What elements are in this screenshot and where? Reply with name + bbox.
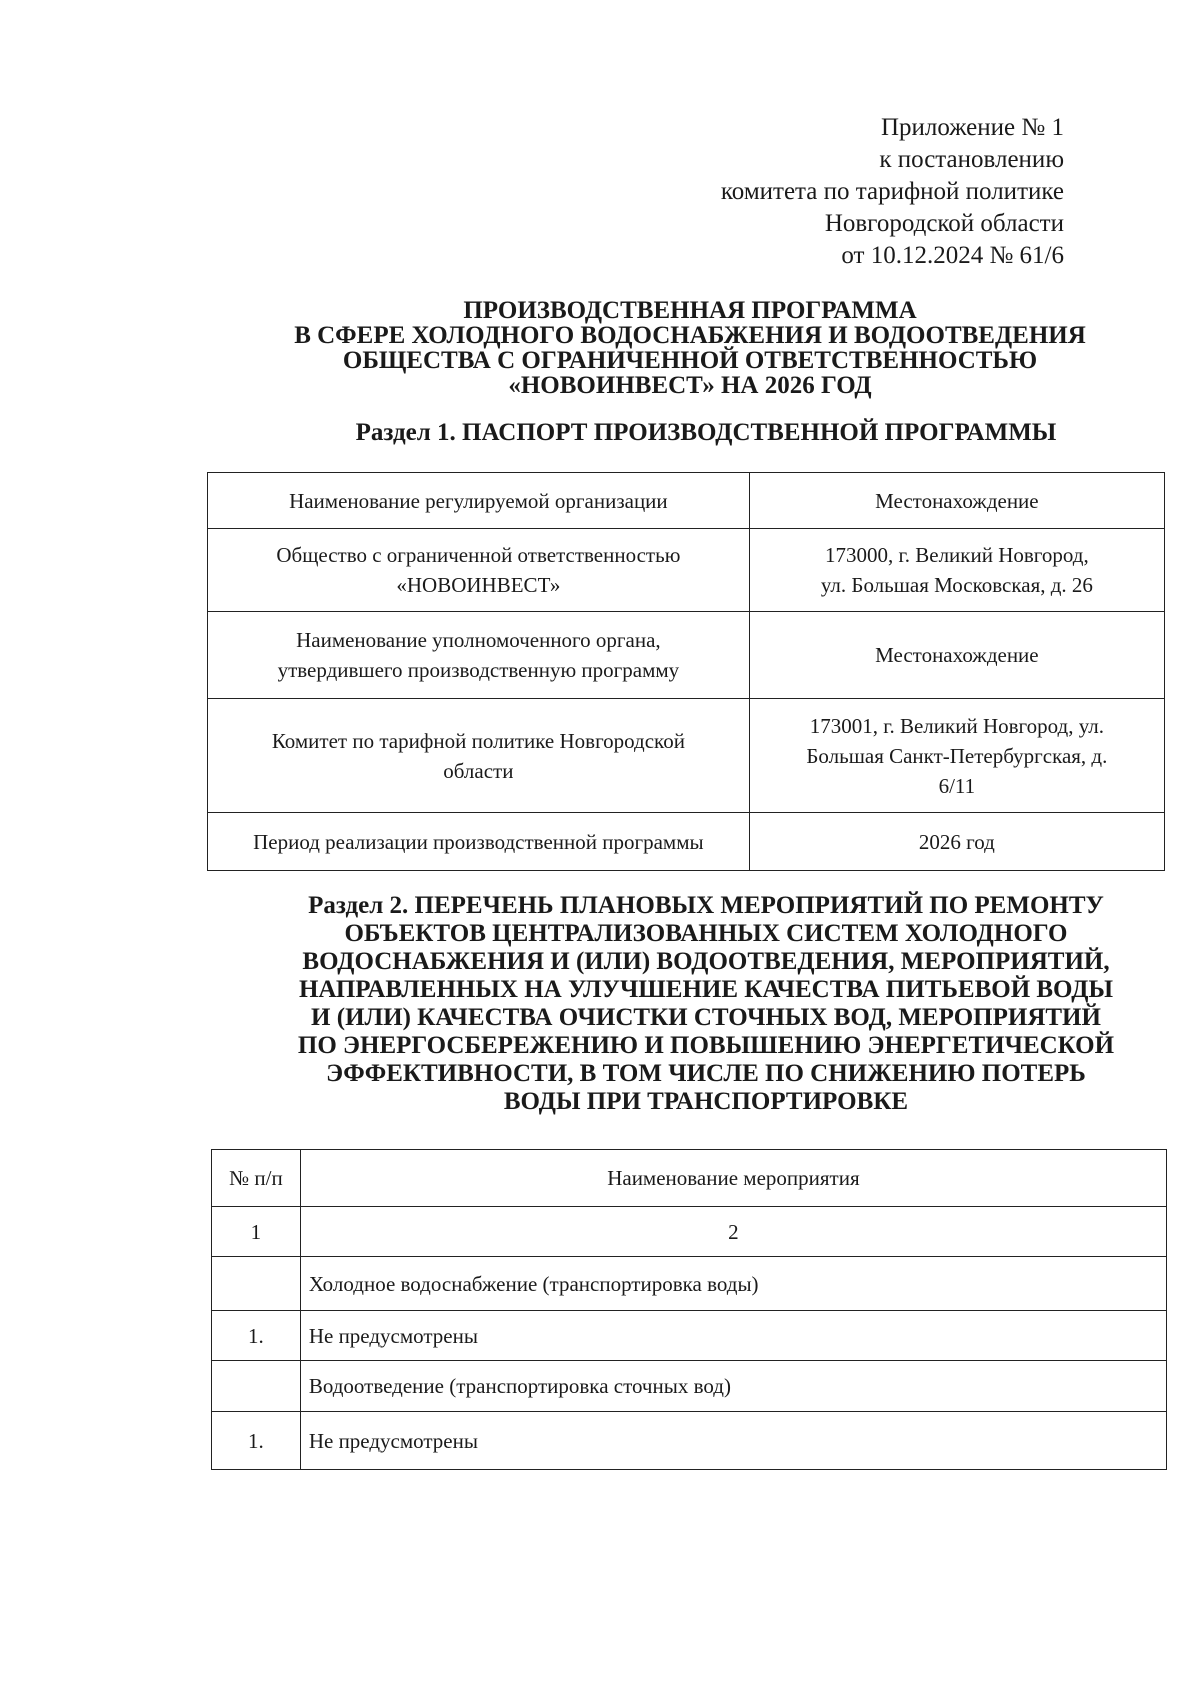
heading-line: ПО ЭНЕРГОСБЕРЕЖЕНИЮ И ПОВЫШЕНИЮ ЭНЕРГЕТИЧЕСКОЙ (297, 1032, 1115, 1059)
table-cell: Период реализации производственной программы (208, 813, 750, 871)
table-row (212, 1257, 1167, 1311)
table-cell: 2026 год (749, 813, 1164, 871)
table-cell: 1. (212, 1311, 301, 1361)
table-cell (212, 1361, 301, 1412)
section2-heading (206, 892, 1200, 1116)
table-cell: Местонахождение (749, 612, 1164, 699)
table-row (208, 813, 1165, 871)
table-cell: 1 (212, 1207, 301, 1257)
appendix-line: к постановлению (879, 146, 1064, 173)
table-cell: Наименование уполномоченного органа, утвердившего производственную программу (208, 612, 750, 699)
table-cell: 1. (212, 1412, 301, 1470)
title-line: ПРОИЗВОДСТВЕННАЯ ПРОГРАММА (463, 297, 917, 324)
table-row (208, 473, 1165, 529)
table-row (208, 699, 1165, 813)
table-row (208, 529, 1165, 612)
heading-line: ВОДЫ ПРИ ТРАНСПОРТИРОВКЕ (503, 1088, 909, 1115)
events-table (211, 1149, 1167, 1470)
table-cell: Не предусмотрены (300, 1412, 1166, 1470)
table-cell: Наименование регулируемой организации (208, 473, 750, 529)
title-line: «НОВОИНВЕСТ» НА 2026 ГОД (508, 372, 872, 399)
heading-line: ЭФФЕКТИВНОСТИ, В ТОМ ЧИСЛЕ ПО СНИЖЕНИЮ ПОТЕРЬ (326, 1060, 1086, 1087)
table-cell: Водоотведение (транспортировка сточных вод) (300, 1361, 1166, 1412)
heading-line: ВОДОСНАБЖЕНИЯ И (ИЛИ) ВОДООТВЕДЕНИЯ, МЕРОПРИЯТИЙ, (302, 948, 1110, 975)
table-row (212, 1311, 1167, 1361)
table-cell: Холодное водоснабжение (транспортировка воды) (300, 1257, 1166, 1311)
appendix-line: Приложение № 1 (880, 114, 1064, 141)
appendix-line: от 10.12.2024 № 61/6 (841, 242, 1064, 269)
header-cell-num: № п/п (212, 1150, 301, 1207)
heading-line: Раздел 2. ПЕРЕЧЕНЬ ПЛАНОВЫХ МЕРОПРИЯТИЙ ПО РЕМОНТУ (308, 892, 1104, 919)
appendix-line: Новгородской области (824, 210, 1064, 237)
heading-line: ОБЪЕКТОВ ЦЕНТРАЛИЗОВАННЫХ СИСТЕМ ХОЛОДНОГО (344, 920, 1068, 947)
table-row (212, 1412, 1167, 1470)
section1-heading: Раздел 1. ПАСПОРТ ПРОИЗВОДСТВЕННОЙ ПРОГРАММЫ (355, 419, 1057, 446)
table-cell: Комитет по тарифной политике Новгородской области (208, 699, 750, 813)
table-cell: 2 (300, 1207, 1166, 1257)
title-line: В СФЕРЕ ХОЛОДНОГО ВОДОСНАБЖЕНИЯ И ВОДООТВЕДЕНИЯ (294, 322, 1086, 349)
table-cell: Местонахождение (749, 473, 1164, 529)
table-cell: Общество с ограниченной ответственностью «НОВОИНВЕСТ» (208, 529, 750, 612)
appendix-block (721, 112, 1064, 272)
table-row (212, 1361, 1167, 1412)
passport-table (207, 472, 1165, 871)
heading-line: НАПРАВЛЕННЫХ НА УЛУЧШЕНИЕ КАЧЕСТВА ПИТЬЕВОЙ ВОДЫ (298, 976, 1114, 1003)
table-cell: Не предусмотрены (300, 1311, 1166, 1361)
heading-line: И (ИЛИ) КАЧЕСТВА ОЧИСТКИ СТОЧНЫХ ВОД, МЕРОПРИЯТИЙ (311, 1004, 1101, 1031)
title-line: ОБЩЕСТВА С ОГРАНИЧЕННОЙ ОТВЕТСТВЕННОСТЬЮ (342, 347, 1038, 374)
table-cell: 173001, г. Великий Новгород, ул. Большая Санкт-Петербургская, д. 6/11 (749, 699, 1164, 813)
table-header-row (212, 1150, 1167, 1207)
table-cell (212, 1257, 301, 1311)
appendix-line: комитета по тарифной политике (720, 178, 1064, 205)
document-title (190, 298, 1190, 398)
table-index-row (212, 1207, 1167, 1257)
table-row (208, 612, 1165, 699)
table-cell: 173000, г. Великий Новгород, ул. Большая Московская, д. 26 (749, 529, 1164, 612)
header-cell-name: Наименование мероприятия (300, 1150, 1166, 1207)
